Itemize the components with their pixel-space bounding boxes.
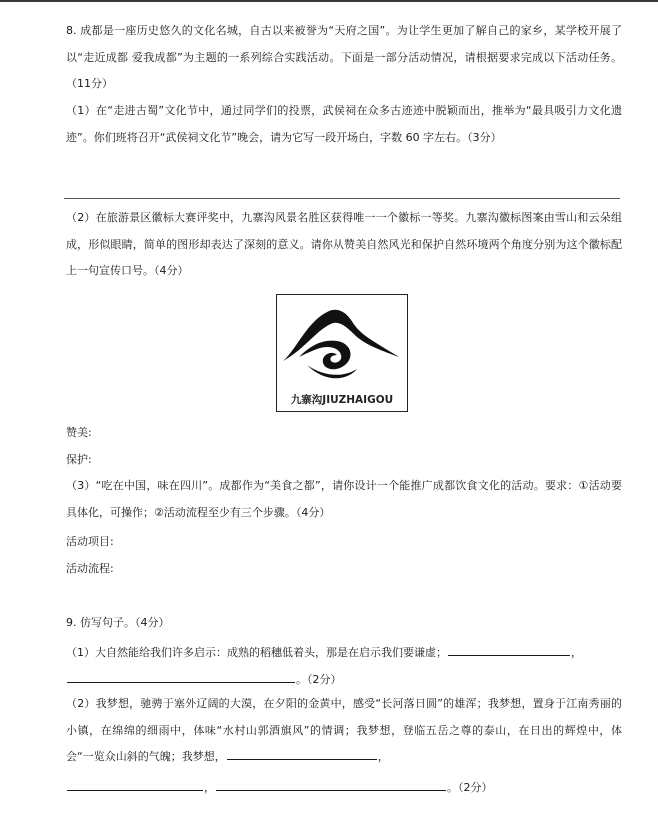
jiuzhaigou-logo	[276, 294, 408, 412]
q8-intro: 8. 成都是一座历史悠久的文化名城，自古以来被誉为“天府之国”。为让学生更加了解自己的家乡，某学校开展了以“走近成都 爱我成都”为主题的一系列综合实践活动。下面是一部分活动情况，请根据要求完成以下活动任务。（11分）	[66, 24, 622, 90]
top-rule	[0, 0, 658, 2]
q9-s1-text: （1）大自然能给我们许多启示：成熟的稻穗低着头，那是在启示我们要谦虚；	[66, 646, 447, 659]
jiuzhaigou-emblem-icon	[277, 299, 407, 389]
q8-part1: （1）在“走进古蜀”文化节中，通过同学们的投票，武侯祠在众多古迹迹中脱颖而出，推举为“最具吸引力文化遗迹”。你们班将召开“武侯祠文化节”晚会，请为它写一段开场白，字数 60 字左右。（3分）	[66, 104, 622, 144]
answer-blank[interactable]	[227, 747, 377, 760]
answer-blank[interactable]	[67, 670, 295, 683]
praise-label: 赞美:	[66, 426, 92, 439]
q9-s2-line-last	[66, 778, 493, 796]
answer-blank[interactable]	[67, 778, 203, 791]
answer-blank[interactable]	[448, 643, 570, 656]
q9-s2-comma1: ，	[377, 750, 389, 763]
process-label: 活动流程:	[66, 562, 114, 575]
q9-s2-text	[66, 691, 622, 771]
q9-s2-comma2: ，	[204, 781, 215, 794]
q9-s2-end: 。（2分）	[447, 781, 493, 794]
q9-s2-paragraph: （2）我梦想，驰骋于塞外辽阔的大漠，在夕阳的金黄中，感受“长河落日圆”的雄浑；我梦想，置身于江南秀丽的小镇，在绵绵的细雨中，体味“水村山郭酒旗风”的情调；我梦想，登临五岳之尊的泰山，在日出的辉煌中，体会“一览众山斜的气魄；我梦想，	[66, 697, 622, 763]
answer-line	[64, 198, 620, 199]
protect-label: 保护:	[66, 453, 92, 466]
q9-s1-comma: ，	[571, 646, 582, 659]
answer-blank[interactable]	[216, 778, 446, 791]
logo-caption: 九寨沟JIUZHAIGOU	[290, 394, 394, 406]
q8-part3: （3）“吃在中国，味在四川”。成都作为“美食之都”，请你设计一个能推广成都饮食文化的活动。要求：①活动要具体化，可操作；②活动流程至少有三个步骤。（4分）	[66, 479, 622, 519]
q9-s1-line2	[66, 670, 342, 688]
q9-s1-end: 。（2分）	[296, 673, 342, 686]
q9-s1-line	[66, 643, 582, 661]
q9-title: 9. 仿写句子。（4分）	[66, 616, 170, 629]
q8-part2: （2）在旅游景区徽标大赛评奖中，九寨沟风景名胜区获得唯一一个徽标一等奖。九寨沟徽标图案由雪山和云朵组成，形似眼睛，简单的图形却表达了深刻的意义。请你从赞美自然风光和保护自然环境两个角度分别为这个徽标配上一句宣传口号。（4分）	[66, 211, 622, 277]
activity-label: 活动项目:	[66, 535, 114, 548]
